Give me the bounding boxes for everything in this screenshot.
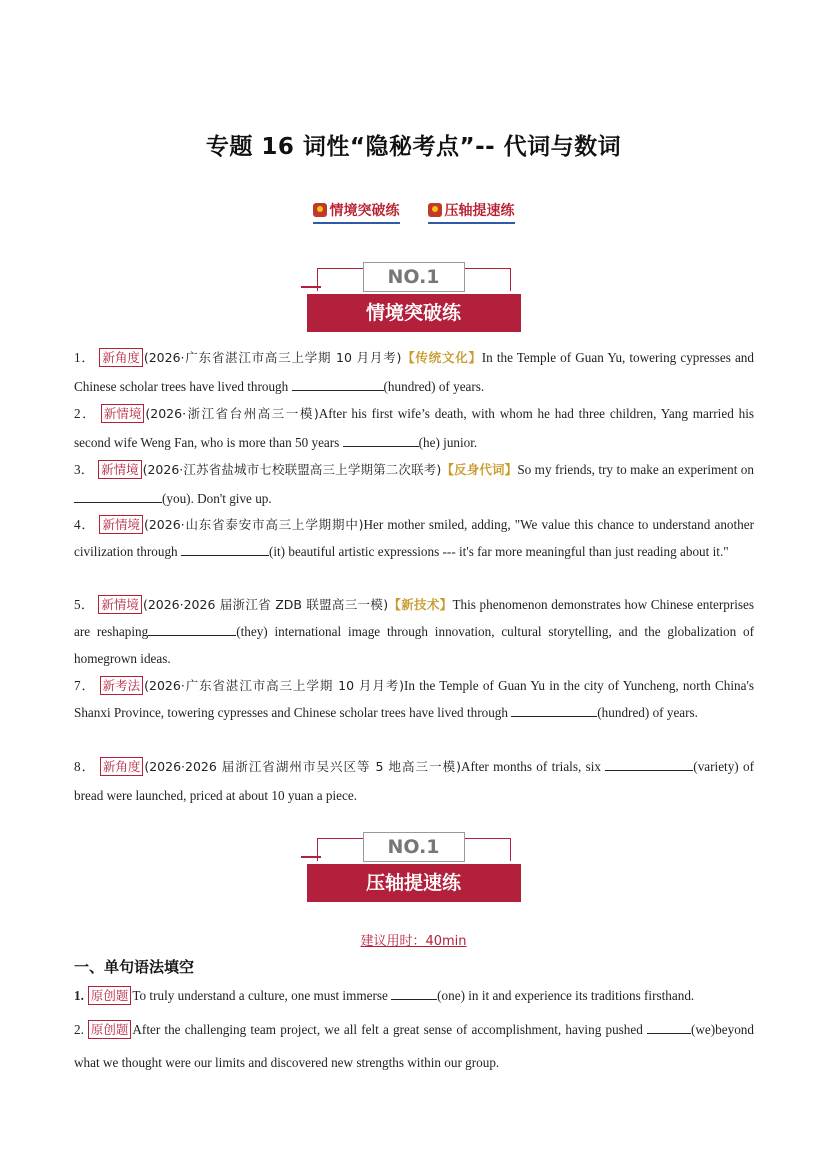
answer-blank[interactable] <box>343 432 419 447</box>
badge-icon <box>428 203 442 217</box>
question-8: 8． 新角度 (2026·2026 届浙江省湖州市吴兴区等 5 地高三一模)After months of trials, six (variety) of bread were launched, priced at about 10 yuan a piece. <box>74 752 754 810</box>
question-tag: 新考法 <box>100 676 144 695</box>
drill-2: 2. 原创题 After the challenging team project, we all felt a great sense of accomplishment, having pushed (we)beyond what we thought were our limits and discovered new strengths within our group. <box>74 1013 754 1079</box>
question-tag: 新情境 <box>98 595 142 614</box>
time-hint: 建议用时：40min <box>360 934 467 949</box>
section-banner-1 <box>307 262 521 332</box>
banner-number: NO.1 <box>363 262 465 292</box>
keyword-tag: 【反身代词】 <box>441 462 518 477</box>
keyword-tag: 【新技术】 <box>388 597 453 612</box>
question-tag: 新角度 <box>99 348 143 367</box>
question-tag: 新情境 <box>98 460 142 479</box>
question-tag: 原创题 <box>88 986 132 1005</box>
nav-link-speed[interactable]: 压轴提速练 <box>428 200 515 224</box>
section-banner-2 <box>307 832 521 902</box>
page-title: 专题 16 词性“隐秘考点”-- 代词与数词 <box>205 134 622 160</box>
question-3: 3． 新情境 (2026·江苏省盐城市七校联盟高三上学期第二次联考)【反身代词】So my friends, try to make an experiment on (you). Don't give up. <box>74 462 754 506</box>
answer-blank[interactable] <box>511 702 597 717</box>
section-nav <box>0 200 827 224</box>
question-2: 2． 新情境 (2026·浙江省台州高三一模)After his first wife’s death, with whom he had three children, Yang married his second wife Weng Fan, who is more than 50 years (he) junior. <box>74 406 755 450</box>
banner-number: NO.1 <box>363 832 465 862</box>
question-tag: 新情境 <box>99 515 143 534</box>
banner-label: 压轴提速练 <box>307 864 521 902</box>
answer-blank[interactable] <box>292 376 384 391</box>
answer-blank[interactable] <box>148 621 236 636</box>
drill-1: 1. 原创题 To truly understand a culture, one must immerse (one) in it and experience its traditions firsthand. <box>74 981 754 1010</box>
keyword-tag: 【传统文化】 <box>401 350 482 365</box>
question-5: 5． 新情境 (2026·2026 届浙江省 ZDB 联盟高三一模)【新技术】This phenomenon demonstrates how Chinese enterprises are reshaping (they) international image through innovation, cultural storytelling, and the globalization of homegrown ideas. <box>74 597 754 666</box>
question-1: 1． 新角度 (2026·广东省湛江市高三上学期 10 月月考)【传统文化】In the Temple of Guan Yu, towering cypresses and Chinese scholar trees have lived through (hundred) of years. <box>74 350 754 394</box>
answer-blank[interactable] <box>605 756 693 771</box>
question-tag: 原创题 <box>88 1020 132 1039</box>
badge-icon <box>313 203 327 217</box>
question-tag: 新情境 <box>101 404 145 423</box>
answer-blank[interactable] <box>181 541 269 556</box>
banner-label: 情境突破练 <box>307 294 521 332</box>
question-7: 7． 新考法 (2026·广东省湛江市高三上学期 10 月月考)In the Temple of Guan Yu in the city of Yuncheng, north China's Shanxi Province, towering cypresses and Chinese scholar trees have lived through (hundred) of years. <box>74 678 754 720</box>
section-title: 一、单句语法填空 <box>74 958 195 976</box>
answer-blank[interactable] <box>391 985 437 1000</box>
answer-blank[interactable] <box>647 1019 691 1034</box>
question-4: 4． 新情境 (2026·山东省泰安市高三上学期期中)Her mother smiled, adding, "We value this chance to understand another civilization through (it) beautiful artistic expressions --- it's far more meaningful than just reading about it." <box>74 517 755 559</box>
question-tag: 新角度 <box>100 757 144 776</box>
nav-link-situation[interactable]: 情境突破练 <box>313 200 400 224</box>
answer-blank[interactable] <box>74 488 162 503</box>
